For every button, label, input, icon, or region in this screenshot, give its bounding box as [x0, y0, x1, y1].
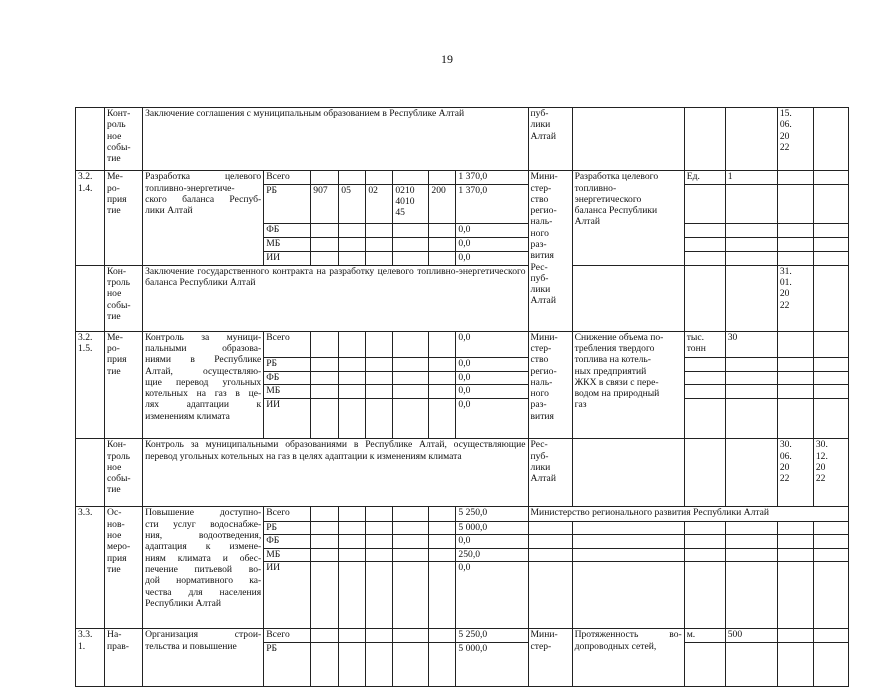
cell-line: ство: [530, 354, 549, 366]
table-row: [76, 439, 849, 507]
cell-line: регио-: [530, 365, 557, 377]
cell-line: троль: [107, 276, 130, 288]
row-type: [105, 108, 143, 171]
cell-line: 1.5.: [78, 342, 93, 354]
date-1: [777, 224, 813, 238]
date-2: [813, 237, 848, 251]
cell-line: вития: [530, 250, 554, 262]
activity-name: [143, 171, 264, 265]
cell-line: троль: [107, 450, 130, 462]
target-value: [725, 265, 777, 331]
cell-line: адаптация к измене-: [145, 541, 262, 553]
cell-line: изменениям климата: [145, 410, 230, 422]
cell-line: лики: [530, 461, 551, 473]
cell-line: наль-: [530, 216, 553, 228]
control-event-text: Заключение соглашения с муниципальным образованием в Республике Алтай: [143, 108, 528, 171]
cell-line: роль: [107, 119, 126, 131]
cell-line: тонн: [686, 342, 706, 354]
indicator: [572, 265, 684, 331]
funding-source: РБ: [264, 642, 311, 686]
funding-source: ИИ: [264, 252, 311, 266]
code-gr: [311, 171, 339, 185]
funding-source: Всего: [264, 331, 311, 357]
funding-source: ФБ: [264, 224, 311, 238]
cell-line: 20: [779, 130, 790, 142]
table-row: [76, 108, 849, 171]
code-csr: [393, 184, 429, 224]
code-r: 05: [339, 184, 366, 224]
sum: 5 250,0: [456, 629, 528, 643]
cell-line: раз-: [530, 239, 547, 250]
cell-line: ное: [107, 461, 122, 473]
cell-line: нов-: [107, 518, 125, 530]
cell-line: Протяженность во-: [574, 629, 682, 641]
sum: 5 000,0: [456, 521, 528, 535]
funding-source: ИИ: [264, 562, 311, 629]
row-type: [105, 171, 143, 265]
cell-line: тыс.: [686, 331, 704, 343]
indicator: [572, 629, 684, 687]
cell-line: стер-: [530, 182, 552, 194]
sum: 0,0: [456, 371, 528, 385]
target-value: 500: [725, 629, 777, 643]
funding-source: Всего: [264, 171, 311, 185]
cell-line: собы-: [107, 473, 131, 485]
unit: [684, 108, 725, 171]
cell-line: 06.: [779, 119, 792, 131]
target-value: [725, 224, 777, 238]
cell-line: 15.: [779, 108, 792, 119]
sum: 0,0: [456, 331, 528, 357]
cell-line: Алтай: [530, 130, 556, 142]
cell-line: ЖКХ в связи с пере-: [574, 376, 659, 388]
cell-line: 1.: [78, 640, 86, 652]
activity-name: [143, 331, 264, 439]
cell-line: топлива на котель-: [574, 354, 651, 366]
date-2: [813, 171, 848, 185]
cell-line: ных предприятий: [574, 365, 647, 377]
sum: 1 370,0: [456, 171, 528, 185]
cell-line: лики: [530, 119, 551, 131]
cell-line: лики: [530, 284, 551, 296]
row-type: [105, 331, 143, 439]
sum: 1 370,0: [456, 184, 528, 224]
target-value: [725, 184, 777, 224]
funding-source: РБ: [264, 358, 311, 372]
cell-line: дой нормативного ка-: [145, 575, 262, 587]
date-1: [777, 171, 813, 185]
date-2: [813, 224, 848, 238]
cell-line: водом на природный: [574, 388, 660, 400]
code-p: 02: [366, 184, 393, 224]
cell-line: котельных на газ в це-: [145, 388, 262, 400]
target-value: [725, 108, 777, 171]
cell-line: Мини-: [530, 629, 558, 641]
cell-line: собы-: [107, 299, 131, 311]
funding-source: ИИ: [264, 398, 311, 439]
date-1: [777, 252, 813, 266]
unit: [684, 237, 725, 251]
cell-line: Алтай: [530, 295, 556, 307]
target-value: 30: [725, 331, 777, 357]
cell-line: 20: [815, 461, 826, 473]
sum: 0,0: [456, 237, 528, 251]
indicator: [572, 108, 684, 171]
cell-line: ния, водоотведения,: [145, 530, 262, 542]
cell-line: Ме-: [107, 171, 123, 183]
cell-line: ниям климата и обес-: [145, 552, 262, 564]
cell-line: 20: [779, 288, 790, 300]
sum: 0,0: [456, 252, 528, 266]
funding-source: ФБ: [264, 535, 311, 549]
cell-line: пальными образова-: [145, 342, 262, 354]
date-1: [777, 439, 813, 507]
cell-line: прав-: [107, 640, 129, 652]
funding-source: РБ: [264, 521, 311, 535]
sum: 0,0: [456, 398, 528, 439]
cell-line: стер-: [530, 342, 552, 354]
indicator: [572, 171, 684, 265]
target-value: [725, 237, 777, 251]
sum: 0,0: [456, 385, 528, 399]
cell-line: 22: [779, 299, 790, 311]
cell-line: 1.4.: [78, 182, 93, 194]
executor: [528, 439, 572, 507]
unit: Ед.: [684, 171, 725, 185]
row-number: [76, 108, 105, 171]
cell-line: Разработка целевого: [145, 171, 262, 183]
cell-line: Республики Алтай: [145, 597, 222, 609]
cell-line: прия: [107, 193, 127, 205]
cell-line: 30.: [779, 439, 792, 451]
code-r: [339, 171, 366, 185]
target-value: 1: [725, 171, 777, 185]
cell-line: 12.: [815, 450, 828, 462]
cell-line: Разработка целевого: [574, 171, 659, 183]
sum: 5 000,0: [456, 642, 528, 686]
cell-line: наль-: [530, 376, 553, 388]
control-event-text: Заключение государственного контракта на разработку целевого топливно-энергетического баланса Республики Алтай: [143, 265, 528, 331]
cell-line: 30.: [815, 439, 828, 451]
cell-line: печение питьевой во-: [145, 563, 262, 575]
cell-line: тельства и повышение: [145, 640, 237, 652]
cell-line: Алтай, осуществляю-: [145, 365, 262, 377]
date-2: [813, 184, 848, 224]
executor: [528, 629, 572, 687]
date-2: [813, 331, 848, 357]
cell-line: пуб-: [530, 272, 549, 284]
sum: 0,0: [456, 224, 528, 238]
cell-line: тие: [107, 484, 121, 496]
sum: 0,0: [456, 535, 528, 549]
cell-line: Алтай: [574, 216, 600, 228]
cell-line: Ос-: [107, 507, 122, 519]
cell-line: вития: [530, 410, 554, 422]
cell-line: лях адаптации к: [145, 399, 262, 411]
code-vr: [429, 171, 456, 185]
cell-line: 22: [779, 473, 790, 485]
cell-line: Мини-: [530, 331, 558, 343]
cell-line: ное: [107, 288, 122, 300]
cell-line: лики Алтай: [145, 205, 193, 217]
sum: 250,0: [456, 548, 528, 562]
funding-source: Всего: [264, 507, 311, 521]
unit: [684, 184, 725, 224]
cell-line: щие перевод угольных: [145, 376, 262, 388]
row-type: [105, 629, 143, 687]
indicator: [572, 331, 684, 439]
date-2: [813, 252, 848, 266]
cell-line: 3.2.: [78, 171, 93, 183]
action-plan-table: [75, 107, 849, 687]
cell-line: баланса Республики: [574, 205, 658, 217]
table-row: [76, 629, 849, 643]
unit: [684, 224, 725, 238]
cell-line: газ: [574, 399, 587, 411]
row-number: [76, 265, 105, 331]
cell-line: 3.2.: [78, 331, 93, 343]
date-1: [777, 265, 813, 331]
cell-line: энергетического: [574, 193, 642, 205]
cell-line: Алтай: [530, 473, 556, 485]
table-row: [76, 507, 849, 521]
funding-source: РБ: [264, 184, 311, 224]
date-1: [777, 237, 813, 251]
table-row: [76, 171, 849, 185]
cell-line: Рес-: [530, 439, 548, 451]
row-type: [105, 507, 143, 629]
cell-line: раз-: [530, 399, 547, 411]
control-event-text: Контроль за муниципальными образованиями в Республике Алтай, осуществляющие перевод угольных котельных на газ в целях адаптации к изменениям климата: [143, 439, 528, 507]
date-1: [777, 184, 813, 224]
cell-line: 4010: [395, 196, 415, 208]
unit: [684, 265, 725, 331]
cell-line: пуб-: [530, 450, 549, 462]
cell-line: 3.3.: [78, 629, 93, 641]
sum: 5 250,0: [456, 507, 528, 521]
indicator: [572, 439, 684, 507]
target-value: [725, 252, 777, 266]
cell-line: 06.: [779, 450, 792, 462]
cell-line: прия: [107, 354, 127, 366]
funding-source: Всего: [264, 629, 311, 643]
cell-line: ное: [107, 130, 122, 142]
cell-line: Контроль за муници-: [145, 331, 262, 343]
date-2: [813, 629, 848, 643]
cell-line: чества для населения: [145, 586, 262, 598]
unit: [684, 252, 725, 266]
code-csr: [393, 171, 429, 185]
cell-line: 01.: [779, 276, 792, 288]
row-number: [76, 629, 105, 687]
cell-line: Рес-: [530, 261, 548, 273]
cell-line: Мини-: [530, 171, 558, 183]
funding-source: МБ: [264, 385, 311, 399]
sum: 0,0: [456, 562, 528, 629]
cell-line: ного: [530, 388, 549, 400]
cell-line: регио-: [530, 205, 557, 217]
cell-line: На-: [107, 629, 122, 641]
row-number: [76, 171, 105, 265]
activity-name: [143, 629, 264, 687]
cell-line: ного: [530, 227, 549, 239]
cell-line: 0210: [395, 184, 415, 196]
cell-line: пуб-: [530, 108, 549, 119]
executor: Министерство регионального развития Республики Алтай: [528, 507, 848, 521]
sum: 0,0: [456, 358, 528, 372]
cell-line: Организация строи-: [145, 629, 262, 641]
cell-line: Конт-: [107, 108, 131, 119]
funding-source: ФБ: [264, 371, 311, 385]
cell-line: требления твердого: [574, 342, 655, 354]
date-2: [813, 108, 848, 171]
cell-line: ство: [530, 193, 549, 205]
cell-line: ского баланса Респуб-: [145, 193, 262, 205]
cell-line: ро-: [107, 342, 120, 354]
cell-line: собы-: [107, 141, 131, 153]
target-value: [725, 439, 777, 507]
date-1: [777, 331, 813, 357]
row-type: [105, 439, 143, 507]
cell-line: тие: [107, 205, 121, 217]
unit: м.: [684, 629, 725, 643]
date-2: [813, 439, 848, 507]
unit: [684, 439, 725, 507]
cell-line: 45: [395, 207, 405, 219]
cell-line: сти услуг водоснабже-: [145, 518, 262, 530]
cell-line: Кон-: [107, 265, 127, 277]
cell-line: тие: [107, 310, 121, 322]
cell-line: ное: [107, 530, 122, 542]
date-1: [777, 108, 813, 171]
row-number: [76, 439, 105, 507]
code-gr: 907: [311, 184, 339, 224]
executor: [528, 331, 572, 439]
code-p: [366, 171, 393, 185]
page-number: 19: [441, 52, 453, 66]
row-type: [105, 265, 143, 331]
table-row: [76, 331, 849, 357]
cell-line: допроводных сетей,: [574, 640, 657, 652]
cell-line: 20: [779, 461, 790, 473]
cell-line: тие: [107, 563, 121, 575]
cell-line: 22: [815, 473, 826, 485]
cell-line: топливно-: [574, 182, 617, 194]
date-1: [777, 629, 813, 643]
cell-line: меро-: [107, 541, 131, 553]
cell-line: стер-: [530, 640, 552, 652]
executor: [528, 171, 572, 331]
row-number: 3.3.: [76, 507, 105, 629]
funding-source: МБ: [264, 237, 311, 251]
date-2: [813, 265, 848, 331]
table-row: [76, 265, 849, 331]
cell-line: прия: [107, 552, 127, 564]
cell-line: тие: [107, 365, 121, 377]
cell-line: Снижение объема по-: [574, 331, 664, 343]
activity-name: [143, 507, 264, 629]
executor: [528, 108, 572, 171]
cell-line: Кон-: [107, 439, 127, 451]
cell-line: топливно-энергетиче-: [145, 182, 235, 194]
code-vr: 200: [429, 184, 456, 224]
cell-line: ниями в Республике: [145, 354, 262, 366]
cell-line: ро-: [107, 182, 120, 194]
cell-line: 31.: [779, 265, 792, 277]
unit: [684, 331, 725, 357]
cell-line: Повышение доступно-: [145, 507, 262, 519]
cell-line: 22: [779, 141, 790, 153]
row-number: [76, 331, 105, 439]
cell-line: Ме-: [107, 331, 123, 343]
cell-line: тие: [107, 153, 121, 165]
funding-source: МБ: [264, 548, 311, 562]
